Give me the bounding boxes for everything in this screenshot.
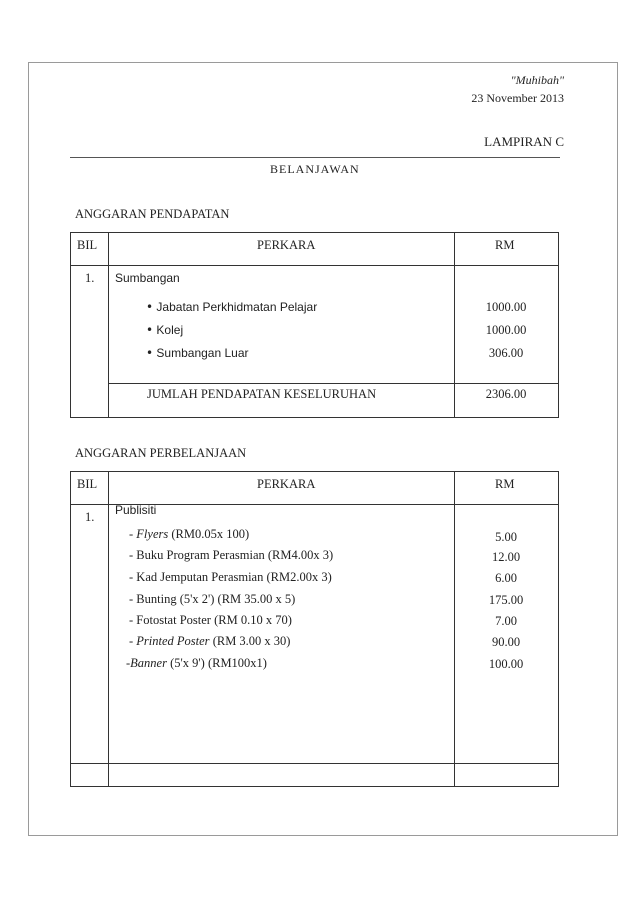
expense-item-prefix: - [129, 527, 137, 541]
column-divider [108, 233, 109, 417]
column-divider [454, 233, 455, 417]
expense-item-amount: 90.00 [491, 635, 521, 649]
income-item-label: Jabatan Perkhidmatan Pelajar [156, 300, 318, 314]
expense-table [70, 471, 559, 787]
income-item [146, 323, 183, 337]
income-section-title: ANGGARAN PENDAPATAN [75, 207, 230, 221]
row-number: 1. [85, 510, 95, 524]
income-item [146, 346, 249, 360]
income-item-amount: 1000.00 [485, 323, 527, 337]
row-number: 1. [85, 271, 95, 285]
income-item-amount: 1000.00 [485, 300, 527, 314]
expense-item-text: (RM0.05x 100) [168, 527, 250, 541]
category-label: Publisiti [115, 503, 157, 517]
expense-item [129, 634, 290, 649]
category-label: Sumbangan [115, 271, 180, 285]
expense-item-prefix: - [126, 656, 131, 670]
expense-item-amount: 12.00 [491, 550, 521, 564]
expense-item-prefix: - [129, 570, 137, 584]
header-date: 23 November 2013 [471, 91, 564, 105]
expense-item-text: Kad Jemputan Perasmian (RM2.00x 3) [136, 570, 332, 584]
expense-item-text: Fotostat Poster (RM 0.10 x 70) [136, 613, 292, 627]
expense-item-text: (5'x 9') (RM100x1) [166, 656, 267, 670]
expense-item-text: Buku Program Perasmian (RM4.00x 3) [136, 548, 334, 562]
expense-item-amount: 100.00 [488, 657, 524, 671]
expense-item-prefix: - [129, 613, 137, 627]
column-header-rm: RM [495, 477, 515, 491]
bullet-icon: • [146, 323, 154, 337]
expense-item [129, 592, 295, 607]
header-row-divider [71, 265, 558, 266]
expense-item [129, 527, 249, 542]
expense-item [129, 570, 332, 585]
income-total-label: JUMLAH PENDAPATAN KESELURUHAN [147, 387, 377, 401]
expense-item-text: (RM 3.00 x 30) [209, 634, 291, 648]
expense-item-italic: Banner [130, 656, 167, 670]
bullet-icon: • [146, 300, 154, 314]
expense-section-title: ANGGARAN PERBELANJAAN [75, 446, 247, 460]
column-header-perkara: PERKARA [257, 477, 316, 491]
income-item-amount: 306.00 [488, 346, 524, 360]
column-header-bil: BIL [77, 477, 98, 491]
expense-item-prefix: - [129, 592, 137, 606]
expense-item-prefix: - [129, 634, 137, 648]
income-item-label: Sumbangan Luar [156, 346, 249, 360]
column-header-perkara: PERKARA [257, 238, 316, 252]
income-item-label: Kolej [156, 323, 184, 337]
header-name: "Muhibah" [510, 73, 564, 87]
column-divider [454, 472, 455, 786]
appendix-label: LAMPIRAN C [484, 134, 564, 149]
income-table [70, 232, 559, 418]
bullet-icon: • [146, 346, 154, 360]
expense-item-amount: 7.00 [495, 614, 517, 628]
expense-item-amount: 175.00 [488, 593, 524, 607]
footer-row-divider [71, 763, 558, 764]
column-divider [108, 472, 109, 786]
column-header-bil: BIL [77, 238, 98, 252]
header-divider [70, 157, 560, 158]
expense-item [126, 656, 267, 671]
expense-item-text: Bunting (5'x 2') (RM 35.00 x 5) [136, 592, 296, 606]
expense-item-prefix: - [129, 548, 137, 562]
total-row-divider [108, 383, 558, 384]
expense-item [129, 613, 292, 628]
expense-item-amount: 5.00 [495, 530, 517, 544]
expense-item-italic: Flyers [136, 527, 169, 541]
column-header-rm: RM [495, 238, 515, 252]
expense-item-italic: Printed Poster [136, 634, 210, 648]
income-total-amount: 2306.00 [485, 387, 527, 401]
expense-item-amount: 6.00 [495, 571, 517, 585]
budget-title: BELANJAWAN [270, 162, 360, 176]
income-item [146, 300, 317, 314]
expense-item [129, 548, 333, 563]
